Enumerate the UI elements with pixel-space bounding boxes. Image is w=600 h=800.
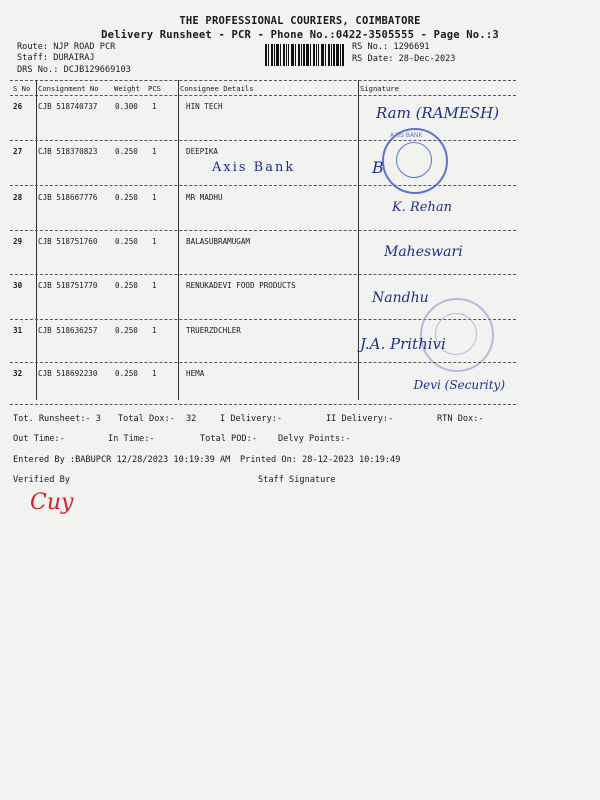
row-sno: 31 — [13, 326, 23, 335]
row-pcs: 1 — [152, 369, 157, 378]
row-consignment: CJB 518692230 — [38, 369, 98, 378]
row-pcs: 1 — [152, 102, 157, 111]
row-pcs: 1 — [152, 326, 157, 335]
row-sno: 27 — [13, 147, 23, 156]
signature: Devi (Security) — [413, 378, 505, 392]
axis-bank-stamp — [382, 128, 448, 194]
printed-on: Printed On: 28-12-2023 10:19:49 — [240, 455, 401, 465]
rs-number: RS No.: 1296691 — [352, 42, 430, 52]
staff: Staff: DURAIRAJ — [17, 53, 95, 63]
total-dox-label: Total Dox:- — [118, 414, 175, 424]
row-consignee: RENUKADEVI FOOD PRODUCTS — [186, 281, 296, 290]
col-pcs: PCS — [148, 84, 161, 93]
verified-signature: Cuy — [30, 490, 74, 515]
total-dox-value: 32 — [186, 414, 197, 424]
col-consignment: Consignment No — [38, 84, 99, 93]
row-consignee: HIN TECH — [186, 102, 223, 111]
in-time: In Time:- — [108, 434, 155, 444]
signature: Maheswari — [384, 244, 463, 260]
stamp-text: AXIS BANK — [390, 132, 423, 139]
row-consignment: CJB 518636257 — [38, 326, 98, 335]
row-pcs: 1 — [152, 147, 157, 156]
signature: J.A. Prithivi — [360, 335, 446, 353]
row-consignment: CJB 518370823 — [38, 147, 98, 156]
row-consignment: CJB 518667776 — [38, 193, 98, 202]
row-weight: 0.250 — [115, 237, 138, 246]
route: Route: NJP ROAD PCR — [17, 42, 116, 52]
row-sno: 29 — [13, 237, 23, 246]
row-consignee: HEMA — [186, 369, 205, 378]
row-pcs: 1 — [152, 281, 157, 290]
verified-by: Verified By — [13, 475, 70, 485]
drs-number: DRS No.: DCJB129669103 — [17, 65, 131, 75]
row-weight: 0.250 — [115, 369, 138, 378]
barcode-icon — [265, 44, 345, 66]
runsheet-title: Delivery Runsheet - PCR - Phone No.:0422-3505555 - Page No.:3 — [101, 29, 499, 41]
row-consignment: CJB 518751760 — [38, 237, 98, 246]
row-consignment: CJB 518740737 — [38, 102, 98, 111]
row-consignee: BALASUBRAMUGAM — [186, 237, 251, 246]
signature: B — [372, 158, 384, 177]
total-pod: Total POD:- — [200, 434, 257, 444]
row-weight: 0.250 — [115, 326, 138, 335]
total-runsheet: Tot. Runsheet:- 3 — [13, 414, 101, 424]
delvy-points: Delvy Points:- — [278, 434, 351, 444]
col-sno: S No — [13, 84, 31, 93]
company-name: THE PROFESSIONAL COURIERS, COIMBATORE — [179, 15, 421, 27]
row-weight: 0.300 — [115, 102, 138, 111]
col-consignee: Consignee Details — [180, 84, 254, 93]
entered-by: Entered By :BABUPCR 12/28/2023 10:19:39 AM — [13, 455, 231, 465]
row-weight: 0.250 — [115, 147, 138, 156]
row-consignee: DEEPIKA — [186, 147, 219, 156]
col-signature: Signature — [360, 84, 399, 93]
row-sno: 30 — [13, 281, 23, 290]
row-sno: 26 — [13, 102, 23, 111]
rs-date: RS Date: 28-Dec-2023 — [352, 54, 456, 64]
ii-delivery: II Delivery:- — [326, 414, 394, 424]
col-weight: Weight — [114, 84, 140, 93]
i-delivery: I Delivery:- — [220, 414, 283, 424]
staff-signature: Staff Signature — [258, 475, 336, 485]
signature: K. Rehan — [392, 200, 452, 215]
row-pcs: 1 — [152, 237, 157, 246]
row-consignment: CJB 518751770 — [38, 281, 98, 290]
row-weight: 0.250 — [115, 193, 138, 202]
row-consignee: TRUERZDCHLER — [186, 326, 241, 335]
row-sno: 28 — [13, 193, 23, 202]
signature: Ram (RAMESH) — [376, 104, 500, 122]
row-weight: 0.250 — [115, 281, 138, 290]
rtn-dox: RTN Dox:- — [437, 414, 484, 424]
signature: Nandhu — [372, 290, 429, 306]
row-consignee: MR MADHU — [186, 193, 223, 202]
row-pcs: 1 — [152, 193, 157, 202]
handwritten-note: Axis Bank — [212, 160, 296, 175]
out-time: Out Time:- — [13, 434, 65, 444]
row-sno: 32 — [13, 369, 23, 378]
